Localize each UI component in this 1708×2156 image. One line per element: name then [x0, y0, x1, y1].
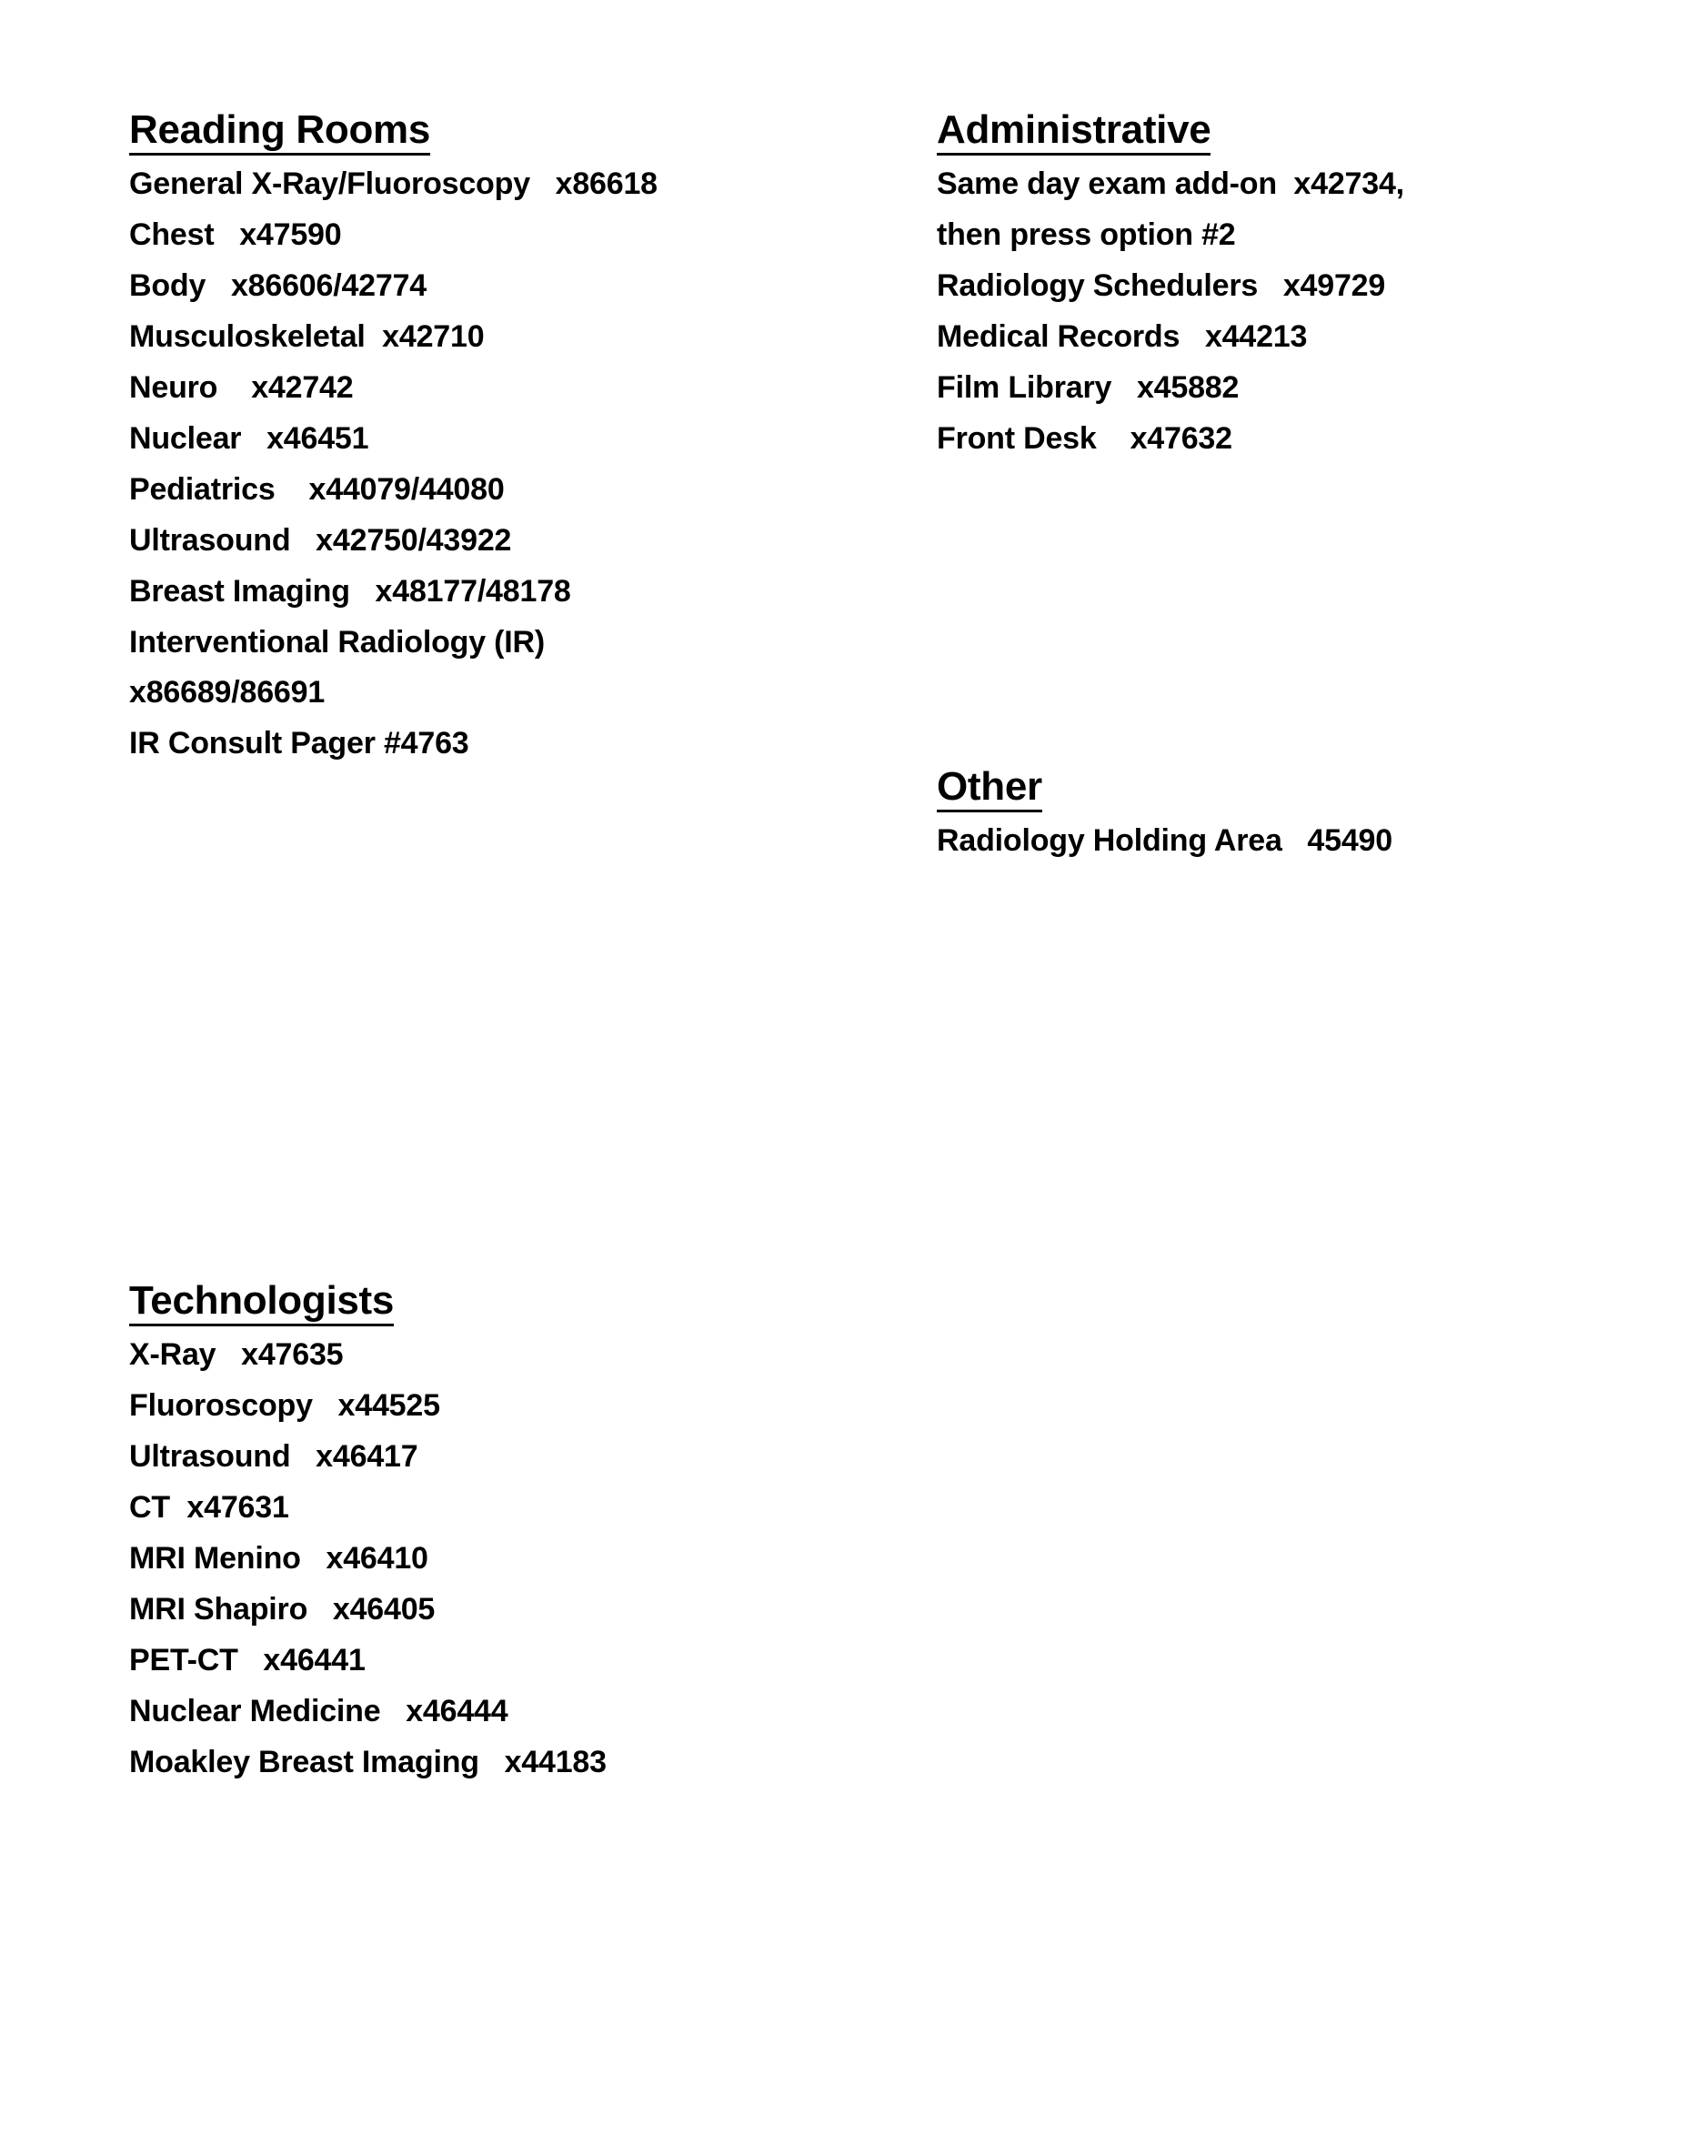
list-item: Ultrasound x42750/43922 [129, 522, 512, 558]
section-reading-rooms [129, 107, 802, 770]
list-item: IR Consult Pager #4763 [129, 726, 469, 761]
list-item: Radiology Schedulers x49729 [937, 268, 1386, 304]
list-item: PET-CT x46441 [129, 1642, 366, 1677]
list-item: Body x86606/42774 [129, 268, 427, 304]
section-technologists [129, 1278, 857, 1788]
list-item: MRI Shapiro x46405 [129, 1591, 436, 1627]
list-item: Breast Imaging x48177/48178 [129, 573, 571, 609]
list-item: Same day exam add-on x42734, [937, 166, 1404, 202]
section-heading-technologists: Technologists [129, 1278, 394, 1326]
list-item: Pediatrics x44079/44080 [129, 471, 505, 507]
entry-list-reading-rooms [129, 159, 802, 770]
list-item: MRI Menino x46410 [129, 1540, 428, 1576]
list-item: Radiology Holding Area 45490 [937, 823, 1392, 859]
list-item: Interventional Radiology (IR) [129, 624, 546, 660]
list-item: Fluoroscopy x44525 [129, 1388, 440, 1424]
list-item: Musculoskeletal x42710 [129, 319, 485, 355]
entry-list-other [937, 816, 1628, 867]
list-item: Front Desk x47632 [937, 420, 1232, 456]
list-item: General X-Ray/Fluoroscopy x86618 [129, 166, 658, 202]
list-item: X-Ray x47635 [129, 1337, 344, 1373]
list-item: Ultrasound x46417 [129, 1439, 418, 1475]
section-heading-administrative: Administrative [937, 107, 1211, 156]
list-item: Medical Records x44213 [937, 319, 1308, 355]
section-heading-other: Other [937, 764, 1042, 812]
section-other [937, 764, 1628, 867]
list-item: Chest x47590 [129, 217, 342, 253]
list-item: then press option #2 [937, 217, 1236, 253]
list-item: Film Library x45882 [937, 369, 1240, 405]
list-item: CT x47631 [129, 1490, 289, 1526]
entry-list-technologists [129, 1330, 857, 1788]
list-item: Moakley Breast Imaging x44183 [129, 1744, 607, 1779]
list-item: Nuclear Medicine x46444 [129, 1693, 508, 1728]
section-heading-reading-rooms: Reading Rooms [129, 107, 430, 156]
entry-list-administrative [937, 159, 1628, 465]
list-item: Neuro x42742 [129, 369, 354, 405]
list-item: Nuclear x46451 [129, 420, 369, 456]
list-item: x86689/86691 [129, 675, 326, 710]
section-administrative [937, 107, 1628, 465]
